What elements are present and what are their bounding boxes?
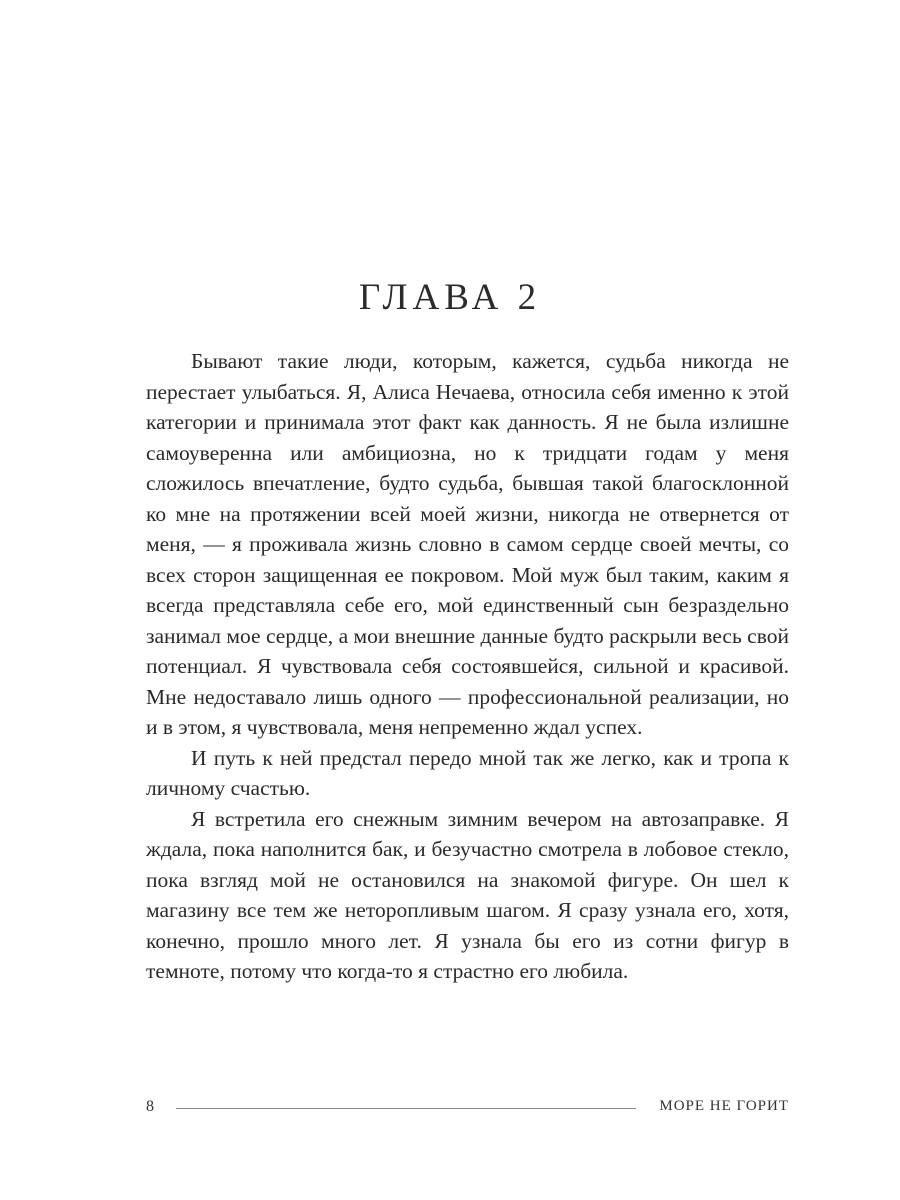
paragraph: И путь к ней предстал передо мной так же легко, как и тропа к личному счастью. bbox=[146, 745, 789, 800]
page-number: 8 bbox=[146, 1098, 154, 1115]
body-text bbox=[146, 346, 789, 987]
chapter-title: ГЛАВА 2 bbox=[358, 277, 542, 318]
footer-divider bbox=[176, 1108, 636, 1109]
page-footer bbox=[146, 1098, 789, 1122]
running-title: МОРЕ НЕ ГОРИТ bbox=[659, 1098, 789, 1114]
paragraph: Я встретила его снежным зимним вечером на автозаправке. Я ждала, пока наполнится бак, и безучастно смотрела в лобовое стекло, пока взгляд мой не остановился на знакомой фигуре. Он шел к магазину все тем же неторопливым шагом. Я сразу узнала его, хотя, конечно, прошло много лет. Я узнала бы его из сотни фигур в темноте, потому что когда-то я страстно его любила. bbox=[146, 806, 789, 983]
paragraph: Бывают такие люди, которым, кажется, судьба никогда не перестает улыбаться. Я, Алиса Нечаева, относила себя именно к этой категории и принимала этот факт как данность. Я не была излишне самоуверенна или амбициозна, но к тридцати годам у меня сложилось впечатление, будто судьба, бывшая такой благосклонной ко мне на протяжении всей моей жизни, никогда не отвернется от меня, — я проживала жизнь словно в самом сердце своей мечты, со всех сторон защищенная ее покровом. Мой муж был таким, каким я всегда представляла себе его, мой единственный сын безраздельно занимал мое сердце, а мои внешние данные будто раскрыли весь свой потенциал. Я чувствовала себя состоявшейся, сильной и красивой. Мне недоставало лишь одного — профессиональной реализации, но и в этом, я чувствовала, меня непременно ждал успех. bbox=[146, 349, 789, 739]
